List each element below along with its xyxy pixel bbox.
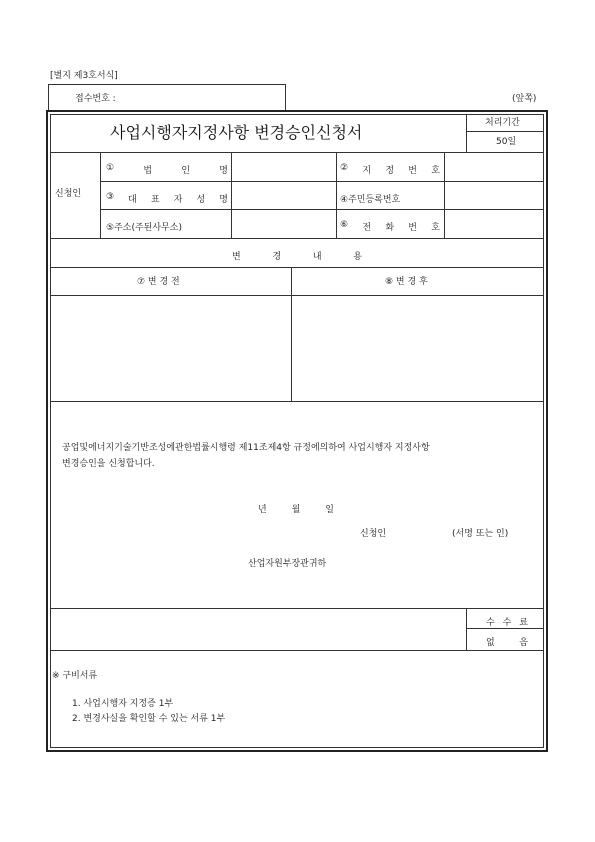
field-representative-name-label: ③ 대 표 자 성 명 [106, 192, 228, 205]
fee-value: 없 음 [486, 638, 528, 648]
statement-line-2: 변경승인을 신청합니다. [62, 459, 155, 469]
field-number: ⑤ [106, 223, 115, 233]
field-number: ② [340, 163, 349, 173]
statement-line-1: 공업및에너지기술기반조성에관한법률시행령 제11조제4항 규정에의하여 사업시행자 지정사항 [62, 443, 430, 453]
processing-period-label: 처리기간 [485, 118, 520, 128]
fee-label: 수 수 료 [486, 618, 528, 628]
resident-number-input[interactable] [445, 182, 543, 208]
signature-note: (서명 또는 인) [452, 529, 509, 539]
representative-name-input[interactable] [232, 182, 335, 208]
required-doc-item: 1. 사업시행자 지정증 1부 [72, 699, 174, 709]
corporate-name-input[interactable] [232, 153, 335, 180]
page-side-label: (앞쪽) [512, 94, 537, 104]
form-title: 사업시행자지정사항 변경승인신청서 [110, 123, 363, 142]
required-docs-title: ※ 구비서류 [52, 671, 98, 681]
field-number: ④ [340, 195, 349, 205]
addressee: 산업자원부장관귀하 [248, 559, 327, 569]
field-designation-number-label: ② 지 정 번 호 [340, 163, 440, 176]
designation-number-input[interactable] [445, 153, 543, 180]
field-corporate-name-label: ① 법 인 명 [106, 163, 228, 176]
year-label: 년 [258, 505, 267, 515]
before-change-input[interactable] [51, 296, 290, 400]
month-label: 월 [291, 505, 301, 515]
processing-period-value: 50일 [496, 137, 517, 147]
applicant-label: 신청인 [55, 189, 82, 199]
change-content-heading: 변 경 내 용 [232, 252, 362, 262]
address-input[interactable] [232, 210, 335, 237]
receipt-box [48, 84, 286, 112]
after-change-label: ⑧ 변 경 후 [385, 277, 428, 287]
after-change-input[interactable] [292, 296, 543, 400]
required-doc-item: 2. 변경사실을 확인할 수 있는 서류 1부 [72, 714, 226, 724]
form-code: [별지 제3호서식] [50, 71, 118, 81]
before-change-label: ⑦ 변 경 전 [137, 277, 180, 287]
phone-input[interactable] [445, 210, 543, 237]
field-resident-number-label: ④주민등록번호 [340, 195, 401, 205]
field-phone-label: ⑥ 전 화 번 호 [340, 220, 440, 233]
receipt-label: 접수번호 : [75, 94, 116, 104]
signer-label: 신청인 [360, 529, 387, 539]
field-number: ③ [106, 192, 115, 202]
field-address-label: ⑤주소(주된사무소) [106, 223, 182, 233]
field-number: ① [106, 163, 115, 173]
field-number: ⑥ [340, 220, 349, 230]
day-label: 일 [325, 505, 334, 515]
date-line [258, 502, 334, 515]
